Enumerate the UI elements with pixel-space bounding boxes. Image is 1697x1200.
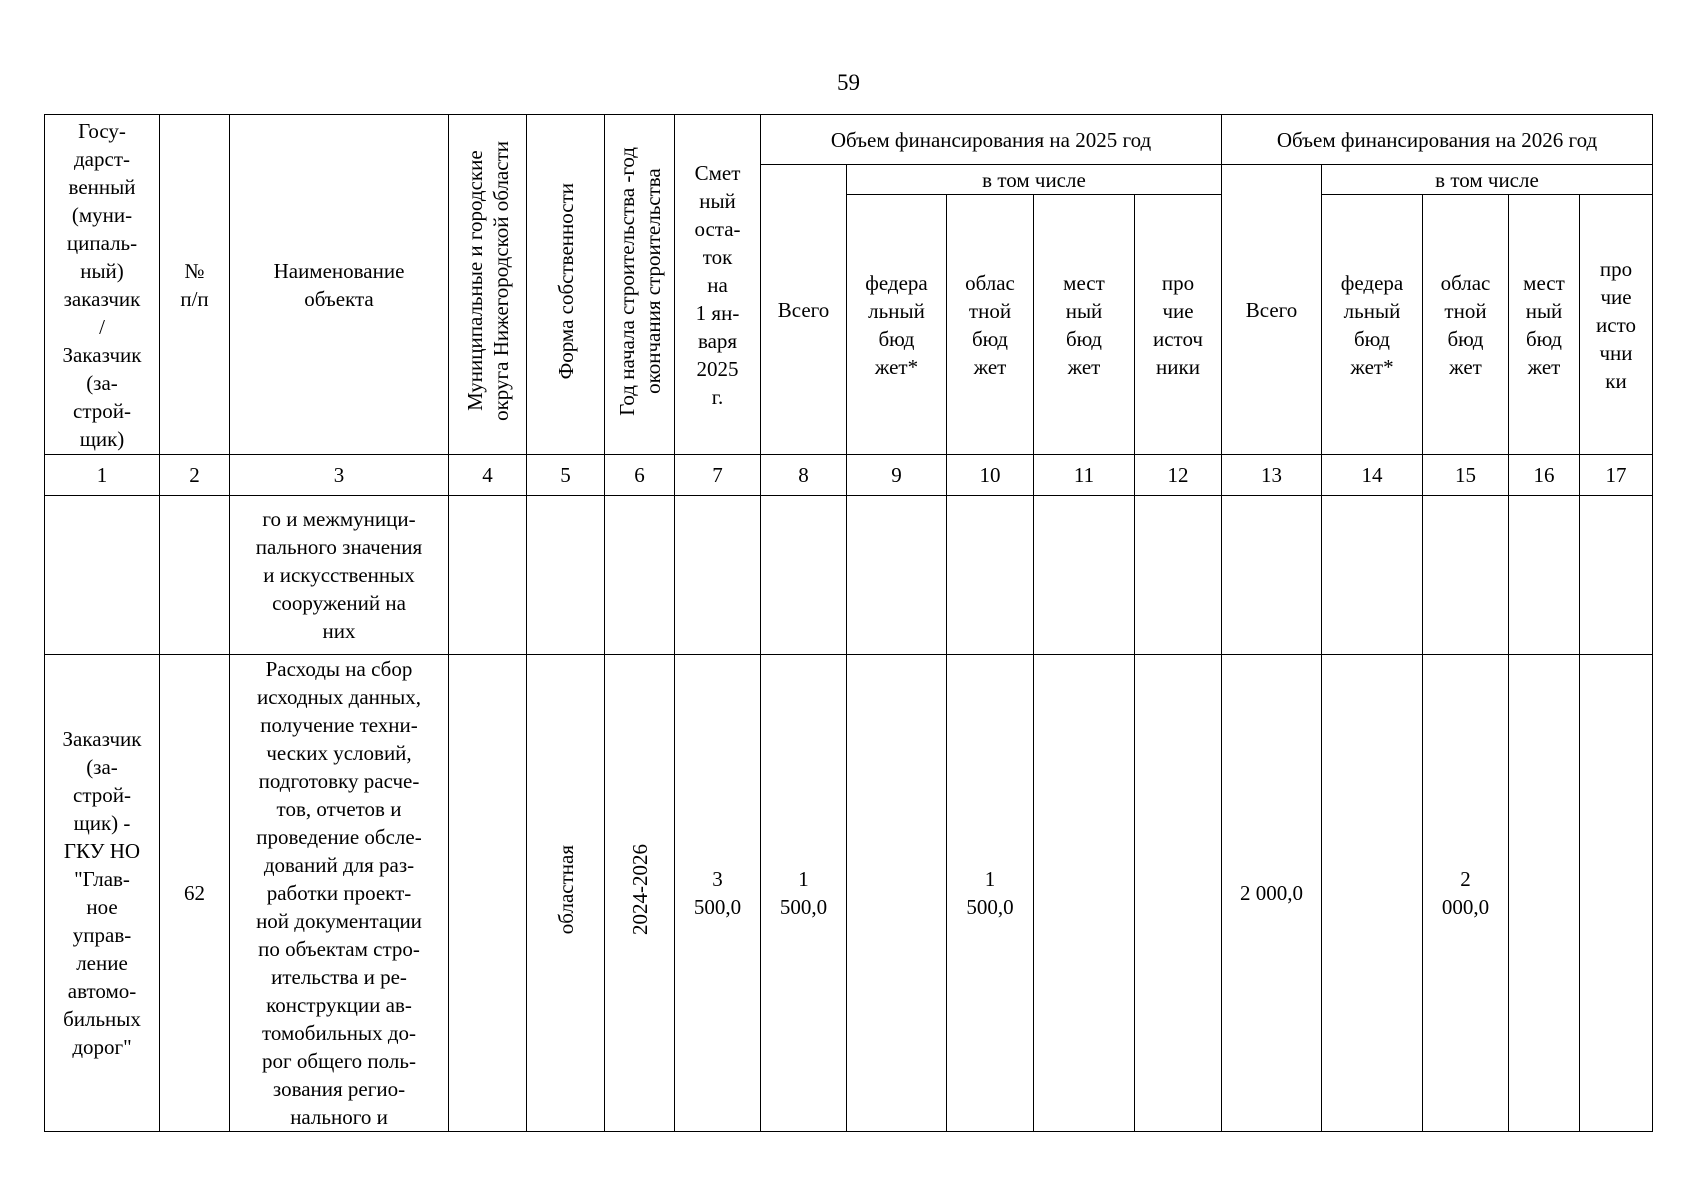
header-construction-years: Год начала строительства -год окончания строительства (605, 115, 675, 455)
header-federal-2026: федера льный бюд жет* (1322, 195, 1423, 455)
cell-total-2025: 1 500,0 (761, 655, 847, 1132)
cell-regional-2026: 2 000,0 (1423, 655, 1509, 1132)
cell-local-2026 (1509, 655, 1580, 1132)
cell-empty (605, 496, 675, 655)
header-customer-text: Госу- дарст- венный (муни- ципаль- ный) заказчик / Заказчик (за- строй- щик) (62, 118, 142, 451)
header-financing-2026: Объем финансирования на 2026 год (1222, 115, 1653, 165)
table-row (45, 655, 1653, 1132)
column-number: 14 (1322, 455, 1423, 496)
cell-years: 2024-2026 (605, 655, 675, 1132)
header-object-name: Наименование объекта (230, 115, 449, 455)
cell-ownership: областная (527, 655, 605, 1132)
header-regional-2025: облас тной бюд жет (947, 195, 1034, 455)
cell-empty (761, 496, 847, 655)
column-number: 16 (1509, 455, 1580, 496)
cell-remainder: 3 500,0 (675, 655, 761, 1132)
column-number: 6 (605, 455, 675, 496)
header-including-2026: в том числе (1322, 165, 1653, 195)
cell-total-2026: 2 000,0 (1222, 655, 1322, 1132)
column-number: 13 (1222, 455, 1322, 496)
header-other-2025: про чие источ ники (1135, 195, 1222, 455)
column-number: 11 (1034, 455, 1135, 496)
cell-number: 62 (160, 655, 230, 1132)
financing-table (44, 114, 1653, 1132)
header-regional-2026: облас тной бюд жет (1423, 195, 1509, 455)
header-customer (45, 115, 160, 455)
cell-empty (1423, 496, 1509, 655)
column-number: 2 (160, 455, 230, 496)
header-ownership-form: Форма собственности (527, 115, 605, 455)
header-financing-2025: Объем финансирования на 2025 год (761, 115, 1222, 165)
header-number: № п/п (160, 115, 230, 455)
header-municipalities: Муниципальные и городские округа Нижегородской области (449, 115, 527, 455)
cell-empty (947, 496, 1034, 655)
column-number: 15 (1423, 455, 1509, 496)
cell-empty (160, 496, 230, 655)
column-number: 1 (45, 455, 160, 496)
header-other-2026: про чие исто чни ки (1580, 195, 1653, 455)
cell-empty (45, 496, 160, 655)
cell-other-2025 (1135, 655, 1222, 1132)
column-number: 9 (847, 455, 947, 496)
cell-empty (1034, 496, 1135, 655)
cell-empty (1222, 496, 1322, 655)
cell-other-2026 (1580, 655, 1653, 1132)
header-local-2026: мест ный бюд жет (1509, 195, 1580, 455)
cell-empty (1322, 496, 1423, 655)
cell-empty (1580, 496, 1653, 655)
column-number: 4 (449, 455, 527, 496)
cell-regional-2025: 1 500,0 (947, 655, 1034, 1132)
cell-object-name: Расходы на сбор исходных данных, получение техни- ческих условий, подготовку расче- тов, отчетов и проведение обсле- дований для раз- работки проект- ной документации по объектам стро- ительства и ре- конструкции ав- томобильных до- рог общего поль- зования регио- нального и (230, 655, 449, 1132)
cell-customer: Заказчик (за- строй- щик) - ГКУ НО "Глав- ное управ- ление автомо- бильных дорог" (45, 655, 160, 1132)
cell-local-2025 (1034, 655, 1135, 1132)
column-number: 5 (527, 455, 605, 496)
cell-municipality (449, 655, 527, 1132)
header-including-2025: в том числе (847, 165, 1222, 195)
column-number: 7 (675, 455, 761, 496)
header-total-2025: Всего (761, 165, 847, 455)
cell-federal-2025 (847, 655, 947, 1132)
cell-empty (1509, 496, 1580, 655)
table-row-continuation (45, 496, 1653, 655)
cell-empty (675, 496, 761, 655)
header-total-2026: Всего (1222, 165, 1322, 455)
column-number: 12 (1135, 455, 1222, 496)
cell-empty (449, 496, 527, 655)
header-estimated-remainder: Смет ный оста- ток на 1 ян- варя 2025 г. (675, 115, 761, 455)
cell-empty (847, 496, 947, 655)
cell-empty (1135, 496, 1222, 655)
column-numbers-row (45, 455, 1653, 496)
cell-empty (527, 496, 605, 655)
column-number: 3 (230, 455, 449, 496)
cell-federal-2026 (1322, 655, 1423, 1132)
header-federal-2025: федера льный бюд жет* (847, 195, 947, 455)
column-number: 17 (1580, 455, 1653, 496)
column-number: 8 (761, 455, 847, 496)
page-number: 59 (837, 70, 860, 95)
cell-object-name-continued: го и межмуници- пального значения и искусственных сооружений на них (230, 496, 449, 655)
header-local-2025: мест ный бюд жет (1034, 195, 1135, 455)
column-number: 10 (947, 455, 1034, 496)
